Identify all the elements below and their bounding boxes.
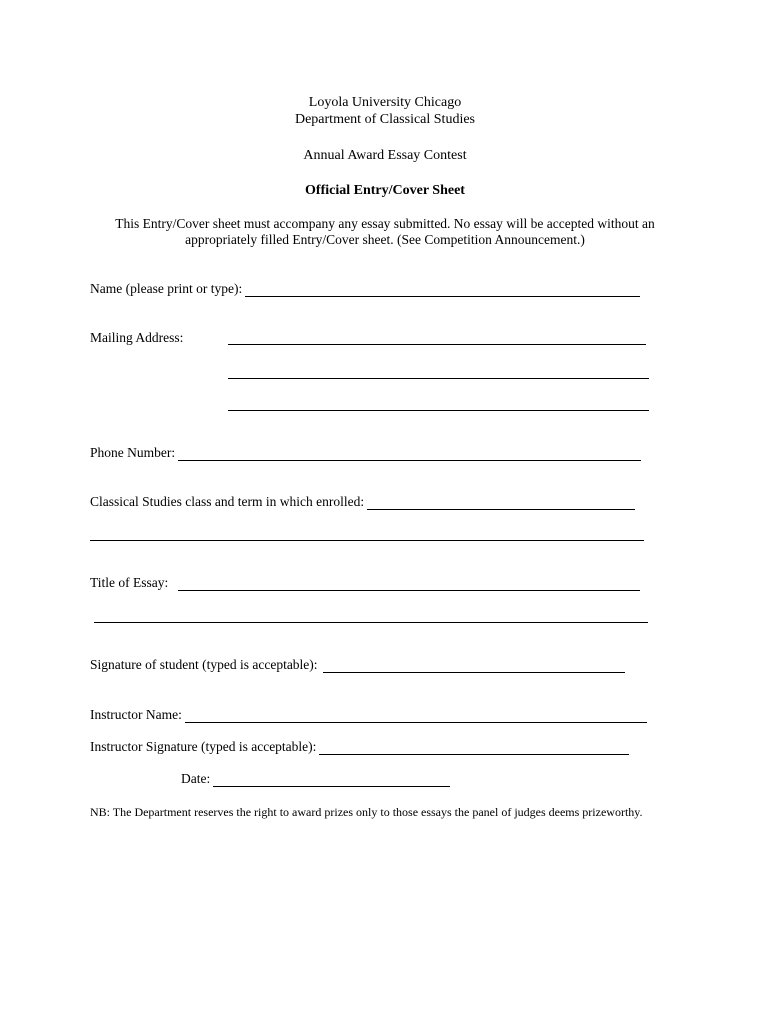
essay-title-field [90,575,640,591]
mailing-address-line-3[interactable] [228,397,649,411]
mailing-address-line-1[interactable] [228,331,646,345]
page-title: Official Entry/Cover Sheet [305,183,465,198]
instructions-line-2: appropriately filled Entry/Cover sheet. (See Competition Announcement.) [185,232,585,247]
department-name: Department of Classical Studies [294,112,476,127]
student-signature-label: Signature of student (typed is acceptable): [90,657,318,672]
name-label: Name (please print or type): [90,281,243,296]
instructor-signature-label: Instructor Signature (typed is acceptable): [90,739,317,754]
class-blank[interactable] [367,496,635,510]
class-field [90,494,635,510]
name-blank[interactable] [245,283,640,297]
instructions [90,216,680,248]
instructor-name-label: Instructor Name: [90,707,182,722]
date-blank[interactable] [213,773,450,787]
instructor-signature-field [90,739,629,755]
essay-title-blank-line-2[interactable] [94,609,648,623]
contest-name: Annual Award Essay Contest [303,148,467,163]
class-label: Classical Studies class and term in which enrolled: [90,494,365,509]
date-label: Date: [181,771,211,786]
university-name: Loyola University Chicago [308,95,462,110]
student-signature-blank[interactable] [323,659,625,673]
date-field [181,771,450,787]
essay-title-label: Title of Essay: [90,575,169,590]
mailing-address-field [90,330,183,346]
student-signature-field [90,657,625,673]
instructions-line-1: This Entry/Cover sheet must accompany any essay submitted. No essay will be accepted without an [115,216,655,231]
instructor-name-field [90,707,647,723]
mailing-address-line-2[interactable] [228,365,649,379]
class-blank-line-2[interactable] [90,527,644,541]
mailing-address-label: Mailing Address: [90,330,184,345]
phone-blank[interactable] [178,447,641,461]
instructor-name-blank[interactable] [185,709,647,723]
instructor-signature-blank[interactable] [319,741,629,755]
essay-title-blank[interactable] [178,577,640,591]
name-field [90,281,640,297]
phone-field [90,445,641,461]
phone-label: Phone Number: [90,445,176,460]
nb-note: NB: The Department reserves the right to award prizes only to those essays the panel of judges deems prizeworthy. [90,805,643,819]
